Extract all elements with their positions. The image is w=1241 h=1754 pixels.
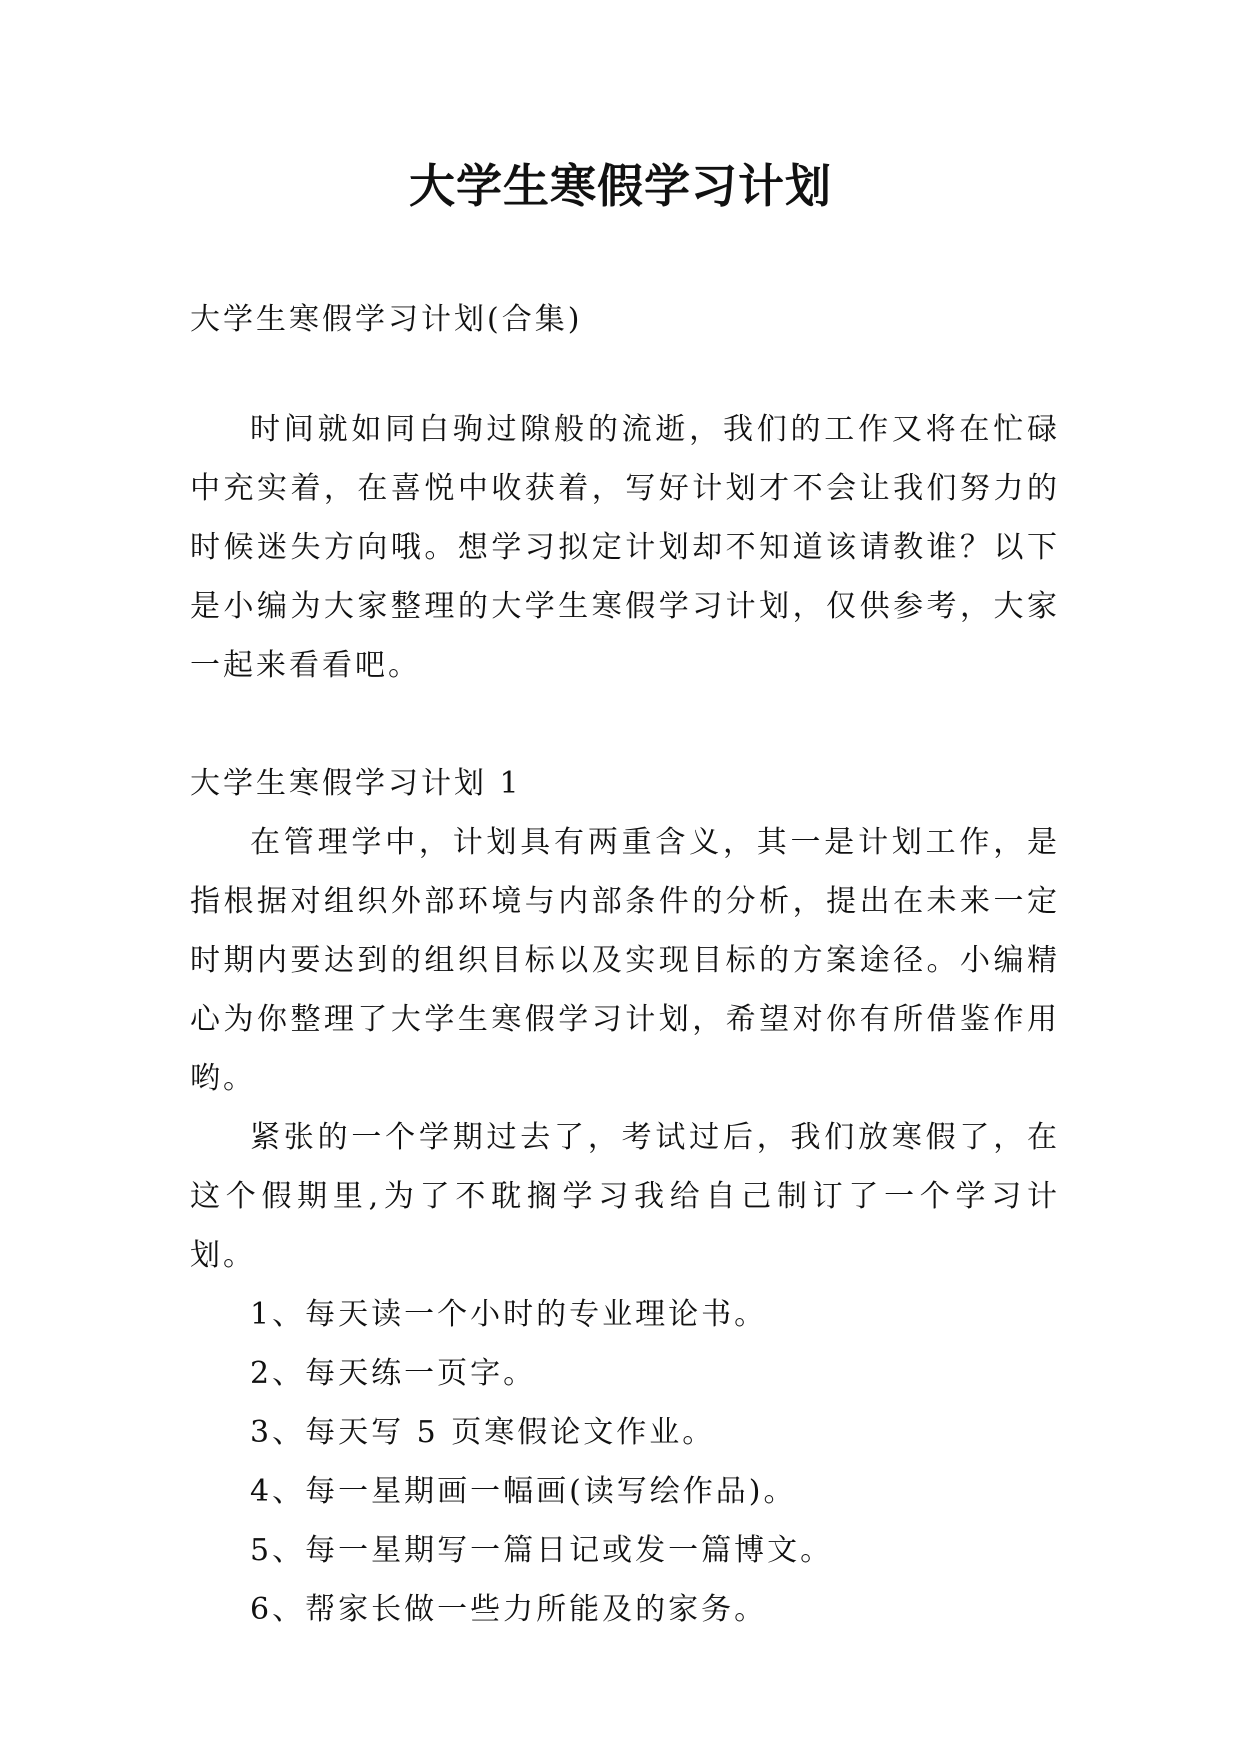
section-heading: 大学生寒假学习计划 1 xyxy=(190,766,522,801)
plan-list-item: 6、帮家长做一些力所能及的家务。 xyxy=(250,1592,768,1627)
document-subtitle: 大学生寒假学习计划(合集) xyxy=(190,302,583,337)
document-title: 大学生寒假学习计划 xyxy=(409,159,832,213)
section-paragraph: 紧张的一个学期过去了，考试过后，我们放寒假了，在这个假期里,为了不耽搁学习我给自己制订了一个学习计划。 xyxy=(190,1120,1060,1273)
plan-list-item: 2、每天练一页字。 xyxy=(250,1356,537,1391)
plan-list-item: 5、每一星期写一篇日记或发一篇博文。 xyxy=(250,1533,834,1568)
intro-paragraph: 时间就如同白驹过隙般的流逝，我们的工作又将在忙碌中充实着，在喜悦中收获着，写好计划才不会让我们努力的时候迷失方向哦。想学习拟定计划却不知道该请教谁？以下是小编为大家整理的大学生寒假学习计划，仅供参考，大家一起来看看吧。 xyxy=(190,412,1060,683)
plan-list-item: 3、每天写 5 页寒假论文作业。 xyxy=(250,1415,716,1450)
plan-list-item: 4、每一星期画一幅画(读写绘作品)。 xyxy=(250,1474,797,1509)
plan-list-item: 1、每天读一个小时的专业理论书。 xyxy=(250,1297,768,1332)
document-body xyxy=(190,290,1060,1639)
section-paragraph: 在管理学中，计划具有两重含义，其一是计划工作，是指根据对组织外部环境与内部条件的分析，提出在未来一定时期内要达到的组织目标以及实现目标的方案途径。小编精心为你整理了大学生寒假学习计划，希望对你有所借鉴作用哟。 xyxy=(190,825,1060,1096)
